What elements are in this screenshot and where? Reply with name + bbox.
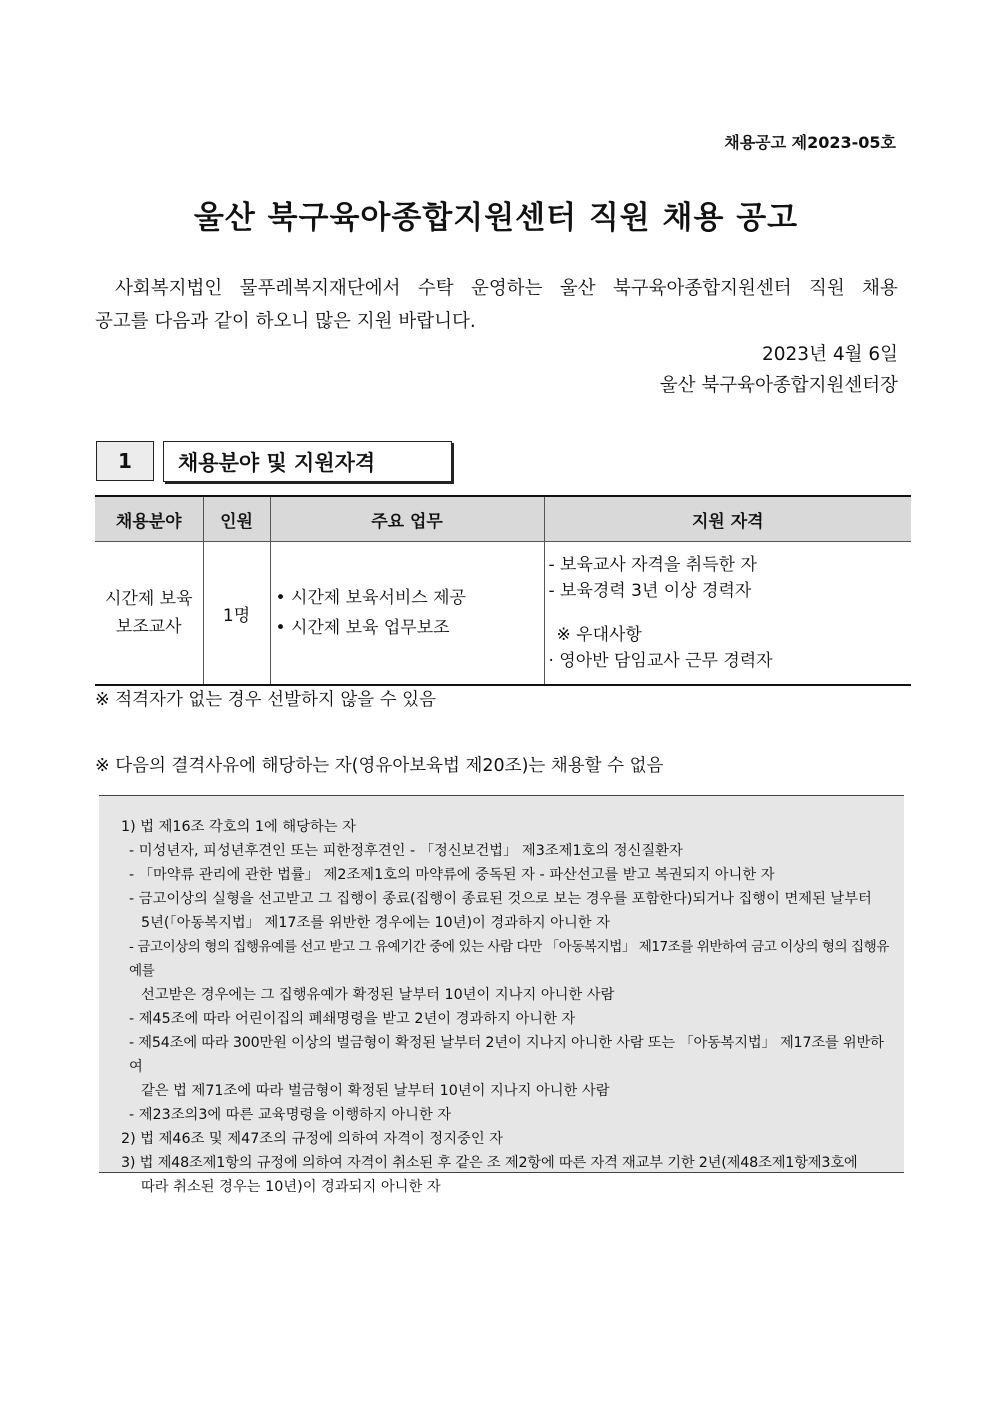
table-header-row	[95, 496, 911, 542]
disqualification-line: 5년(「아동복지법」 제17조를 위반한 경우에는 10년)이 경과하지 아니한 자	[141, 915, 610, 931]
disqualification-line: - 미성년자, 피성년후견인 또는 피한정후견인 - 「정신보건법」 제3조제1호의 정신질환자	[129, 843, 683, 859]
table-row	[95, 542, 911, 686]
field-line: 시간제 보육	[104, 589, 193, 609]
disqualification-line: - 제54조에 따라 300만원 이상의 벌금형이 확정된 날부터 2년이 지나지 아니한 사람 또는 「아동복지법」 제17조를 위반하여	[129, 1035, 884, 1075]
intro-word: 사회복지법인	[115, 278, 223, 299]
header-qualifications: 지원 자격	[544, 496, 911, 542]
intro-word: 물푸레복지재단에서	[239, 278, 401, 299]
disqualification-line: 선고받은 경우에는 그 집행유예가 확정된 날부터 10년이 지나지 아니한 사람	[141, 987, 615, 1003]
announcement-date: 2023년 4월 6일	[762, 344, 898, 365]
qualification-item: - 보육교사 자격을 취득한 자	[548, 555, 757, 575]
note-disqualification: ※ 다음의 결격사유에 해당하는 자(영유아보육법 제20조)는 채용할 수 없음	[95, 756, 664, 776]
intro-word: 북구육아종합지원센터	[612, 278, 792, 299]
intro-word: 운영하는	[470, 278, 543, 299]
cell-qualifications	[544, 542, 911, 686]
signature: 울산 북구육아종합지원센터장	[659, 375, 898, 396]
field-line: 보조교사	[115, 617, 182, 637]
disqualification-line: - 금고이상의 형의 집행유예를 선고 받고 그 유예기간 중에 있는 사람 다만 「아동복지법」 제17조를 위반하여 금고 이상의 형의 집행유예를	[129, 939, 889, 979]
intro-paragraph	[95, 272, 898, 338]
disqualification-line: - 금고이상의 실형을 선고받고 그 집행이 종료(집행이 종료된 것으로 보는 경우를 포함한다)되거나 집행이 면제된 날부터	[129, 891, 872, 907]
section-title: 채용분야 및 지원자격	[163, 441, 452, 482]
notice-number: 채용공고 제2023-05호	[724, 133, 896, 152]
intro-word: 채용	[862, 278, 898, 299]
header-count: 인원	[203, 496, 270, 542]
disqualification-line: - 제45조에 따라 어린이집의 폐쇄명령을 받고 2년이 경과하지 아니한 자	[129, 1011, 576, 1027]
disqualification-line: 1) 법 제16조 각호의 1에 해당하는 자	[121, 819, 356, 835]
note-no-qualified: ※ 적격자가 없는 경우 선발하지 않을 수 있음	[95, 690, 436, 710]
cell-duties	[270, 542, 544, 686]
disqualification-line: 따라 취소된 경우는 10년)이 경과되지 아니한 자	[141, 1179, 441, 1195]
header-field: 채용분야	[95, 496, 203, 542]
qualification-item: - 보육경력 3년 이상 경력자	[548, 581, 752, 601]
disqualification-line: - 제23조의3에 따른 교육명령을 이행하지 아니한 자	[129, 1107, 452, 1123]
disqualification-line: 같은 법 제71조에 따라 벌금형이 확정된 날부터 10년이 지나지 아니한 사람	[141, 1083, 610, 1099]
intro-word: 직원	[809, 278, 845, 299]
intro-line-1	[95, 272, 898, 305]
recruitment-table	[95, 495, 911, 686]
cell-field	[95, 542, 203, 686]
cell-count: 1명	[203, 542, 270, 686]
disqualification-box	[99, 795, 904, 1195]
preference-item: · 영아반 담임교사 근무 경력자	[548, 651, 773, 671]
preference-title: ※ 우대사항	[556, 625, 642, 645]
page-title: 울산 북구육아종합지원센터 직원 채용 공고	[193, 200, 799, 236]
intro-line-2: 공고를 다음과 같이 하오니 많은 지원 바랍니다.	[95, 311, 476, 332]
section-number: 1	[96, 441, 154, 481]
intro-word: 수탁	[417, 278, 454, 299]
header-duties: 주요 업무	[270, 496, 544, 542]
disqualification-line: 2) 법 제46조 및 제47조의 규정에 의하여 자격이 정지중인 자	[121, 1131, 503, 1147]
duty-item: • 시간제 보육 업무보조	[276, 613, 543, 643]
duty-item: • 시간제 보육서비스 제공	[276, 583, 543, 613]
disqualification-line: 3) 법 제48조제1항의 규정에 의하여 자격이 취소된 후 같은 조 제2항에 따른 자격 재교부 기한 2년(제48조제1항제3호에	[121, 1155, 858, 1171]
disqualification-line: - 「마약류 관리에 관한 법률」 제2조제1호의 마약류에 중독된 자 - 파산선고를 받고 복권되지 아니한 자	[129, 867, 775, 883]
intro-word: 울산	[559, 278, 596, 299]
